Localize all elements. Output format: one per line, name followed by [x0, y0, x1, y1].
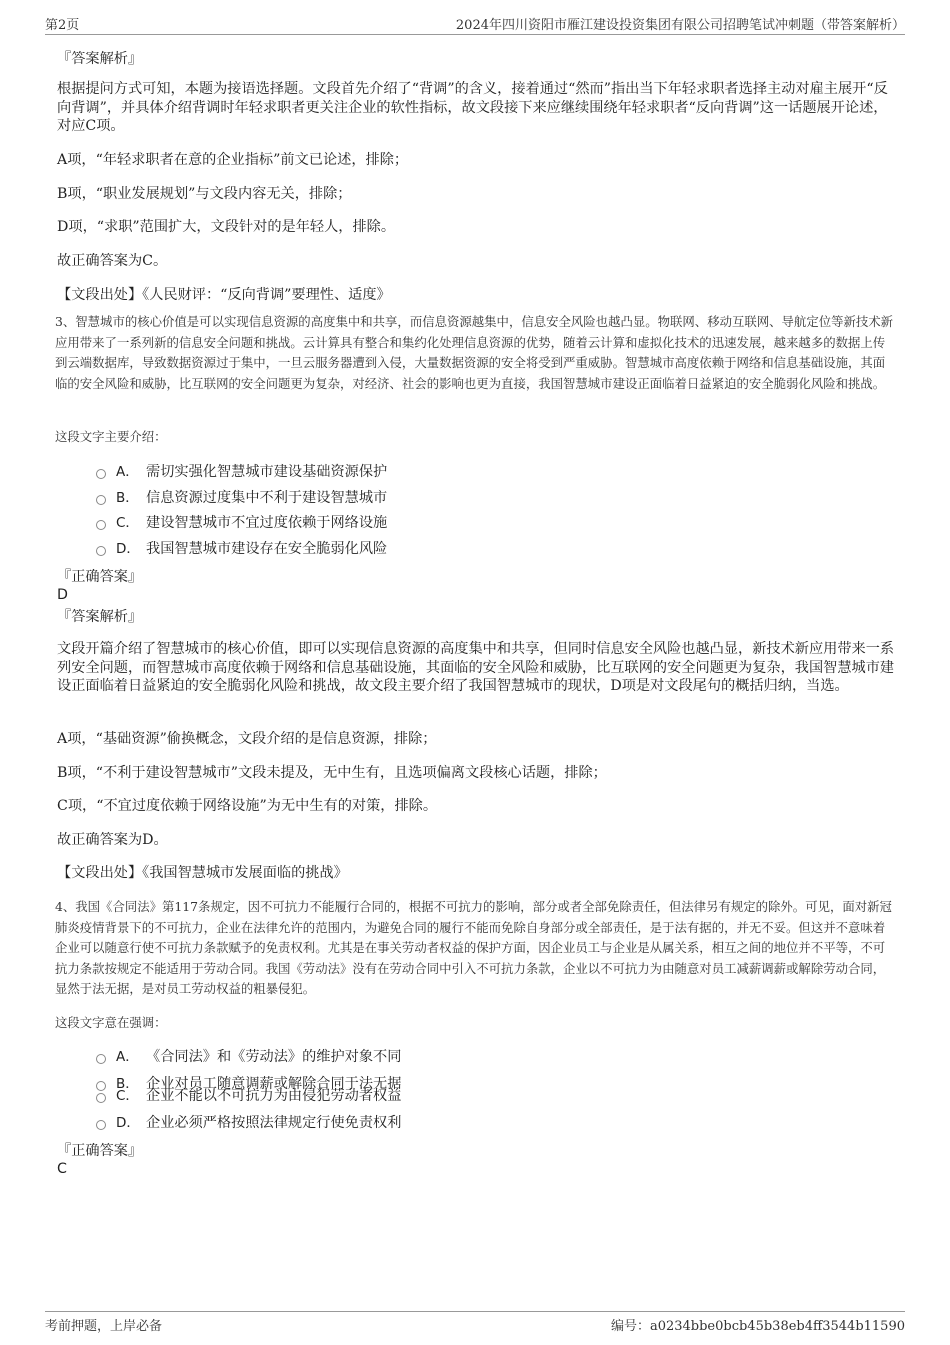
- option-b[interactable]: [96, 488, 387, 508]
- analysis-conclusion: 故正确答案为D。: [57, 832, 168, 848]
- option-a[interactable]: [96, 462, 387, 482]
- option-letter: B．: [116, 490, 139, 506]
- radio-icon[interactable]: [96, 520, 106, 530]
- radio-icon[interactable]: [96, 1054, 106, 1064]
- option-a[interactable]: [96, 1047, 401, 1067]
- radio-icon[interactable]: [96, 469, 106, 479]
- option-text: 《合同法》和《劳动法》的维护对象不同: [146, 1049, 402, 1065]
- radio-icon[interactable]: [96, 1093, 106, 1103]
- analysis-option-b: B项，“职业发展规划”与文段内容无关，排除；: [57, 186, 352, 202]
- analysis-conclusion: 故正确答案为C。: [57, 253, 168, 269]
- option-letter: D．: [116, 541, 140, 557]
- radio-icon[interactable]: [96, 1120, 106, 1130]
- option-d[interactable]: [96, 1113, 401, 1133]
- option-d[interactable]: [96, 539, 387, 559]
- question-prompt: 这段文字主要介绍：: [55, 429, 167, 444]
- analysis-label: 『答案解析』: [57, 51, 143, 67]
- page-header: [45, 12, 905, 35]
- document-title: 2024年四川资阳市雁江建设投资集团有限公司招聘笔试冲刺题（带答案解析）: [455, 18, 905, 33]
- page-number: 第2页: [45, 18, 80, 33]
- option-text: 需切实强化智慧城市建设基础资源保护: [146, 464, 388, 480]
- footer-slogan: 考前押题，上岸必备: [45, 1319, 163, 1334]
- option-letter: A．: [116, 464, 139, 480]
- option-letter: A．: [116, 1049, 139, 1065]
- question-stem: 4、我国《合同法》第117条规定，因不可抗力不能履行合同的，根据不可抗力的影响，部分或者全部免除责任，但法律另有规定的除外。可见，面对新冠肺炎疫情背景下的不可抗力，企业在法律允许的范围内，为避免合同的履行不能而免除自身部分或全部责任，是于法有据的，并无不妥。但这并不意味着企业可以随意行使不可抗力条款赋予的免责权利。尤其是在事关劳动者权益的保护方面，因企业员工与企业是从属关系，相互之间的地位并不平等，不可抗力条款按规定不能适用于劳动合同。我国《劳动法》没有在劳动合同中引入不可抗力条款，企业以不可抗力为由随意对员工减薪调薪或解除劳动合同，显然于法无据，是对员工劳动权益的粗暴侵犯。: [55, 899, 892, 996]
- option-text: 企业不能以不可抗力为由侵犯劳动者权益: [146, 1088, 402, 1104]
- analysis-text: 文段开篇介绍了智慧城市的核心价值，即可以实现信息资源的高度集中和共享，但同时信息安全风险也越凸显，新技术新应用带来一系列安全问题，而智慧城市高度依赖于网络和信息基础设施，其面临的安全风险和威胁，比互联网的安全问题更为复杂，我国智慧城市建设正面临着日益紧迫的安全脆弱化风险和挑战，故文段主要介绍了我国智慧城市的现状，D项是对文段尾句的概括归纳，当选。: [57, 641, 895, 694]
- option-letter: C．: [116, 515, 139, 531]
- option-text: 我国智慧城市建设存在安全脆弱化风险: [146, 541, 388, 557]
- answer-label: 『正确答案』: [57, 1143, 143, 1159]
- radio-icon[interactable]: [96, 495, 106, 505]
- analysis-option-a: A项，“年轻求职者在意的企业指标”前文已论述，排除；: [57, 152, 409, 168]
- option-text: 企业必须严格按照法律规定行使免责权利: [146, 1115, 402, 1131]
- analysis-option-d: D项，“求职”范围扩大，文段针对的是年轻人，排除。: [57, 219, 396, 235]
- answer-label: 『正确答案』: [57, 569, 143, 585]
- analysis-option-a: A项，“基础资源”偷换概念，文段介绍的是信息资源，排除；: [57, 731, 437, 747]
- document-id: 编号：a0234bbe0bcb45b38eb4ff3544b11590: [610, 1319, 905, 1334]
- option-text: 企业对员工随意调薪或解除合同于法无据: [146, 1076, 402, 1092]
- analysis-option-c: C项，“不宜过度依赖于网络设施”为无中生有的对策，排除。: [57, 798, 438, 814]
- radio-icon[interactable]: [96, 546, 106, 556]
- analysis-option-b: B项，“不利于建设智慧城市”文段未提及，无中生有，且选项偏离文段核心话题，排除；: [57, 765, 607, 781]
- question-prompt: 这段文字意在强调：: [55, 1015, 167, 1030]
- answer-value: D: [57, 587, 68, 603]
- page-footer: [45, 1311, 905, 1336]
- analysis-text: 根据提问方式可知，本题为接语选择题。文段首先介绍了“背调”的含义，接着通过“然而”指出当下年轻求职者选择主动对雇主展开“反向背调”，并具体介绍背调时年轻求职者更关注企业的软性指标，故文段接下来应继续围绕年轻求职者“反向背调”这一话题展开论述，对应C项。: [57, 81, 888, 134]
- option-text: 建设智慧城市不宜过度依赖于网络设施: [146, 515, 388, 531]
- answer-value: C: [57, 1161, 67, 1177]
- option-c[interactable]: [96, 513, 387, 533]
- source-citation: 【文段出处】《我国智慧城市发展面临的挑战》: [57, 865, 348, 881]
- option-letter: D．: [116, 1115, 140, 1131]
- option-letter: B．: [116, 1076, 139, 1092]
- source-citation: 【文段出处】《人民财评：“反向背调”要理性、适度》: [57, 287, 391, 303]
- analysis-label: 『答案解析』: [57, 609, 143, 625]
- option-text: 信息资源过度集中不利于建设智慧城市: [146, 490, 388, 506]
- question-stem: 3、智慧城市的核心价值是可以实现信息资源的高度集中和共享，而信息资源越集中，信息安全风险也越凸显。物联网、移动互联网、导航定位等新技术新应用带来了一系列新的信息安全问题和挑战。云计算具有整合和集约化处理信息资源的优势，随着云计算和虚拟化技术的迅速发展，越来越多的数据上传到云端数据库，导致数据资源过于集中，一旦云服务器遭到入侵，大量数据资源的安全将受到严重威胁。智慧城市高度依赖于网络和信息基础设施，其面临的安全风险和威胁，比互联网的安全问题更为复杂，对经济、社会的影响也更为直接，我国智慧城市建设正面临着日益紧迫的安全脆弱化风险和挑战。: [55, 314, 894, 391]
- option-letter: C．: [116, 1088, 139, 1104]
- option-c[interactable]: [96, 1086, 401, 1106]
